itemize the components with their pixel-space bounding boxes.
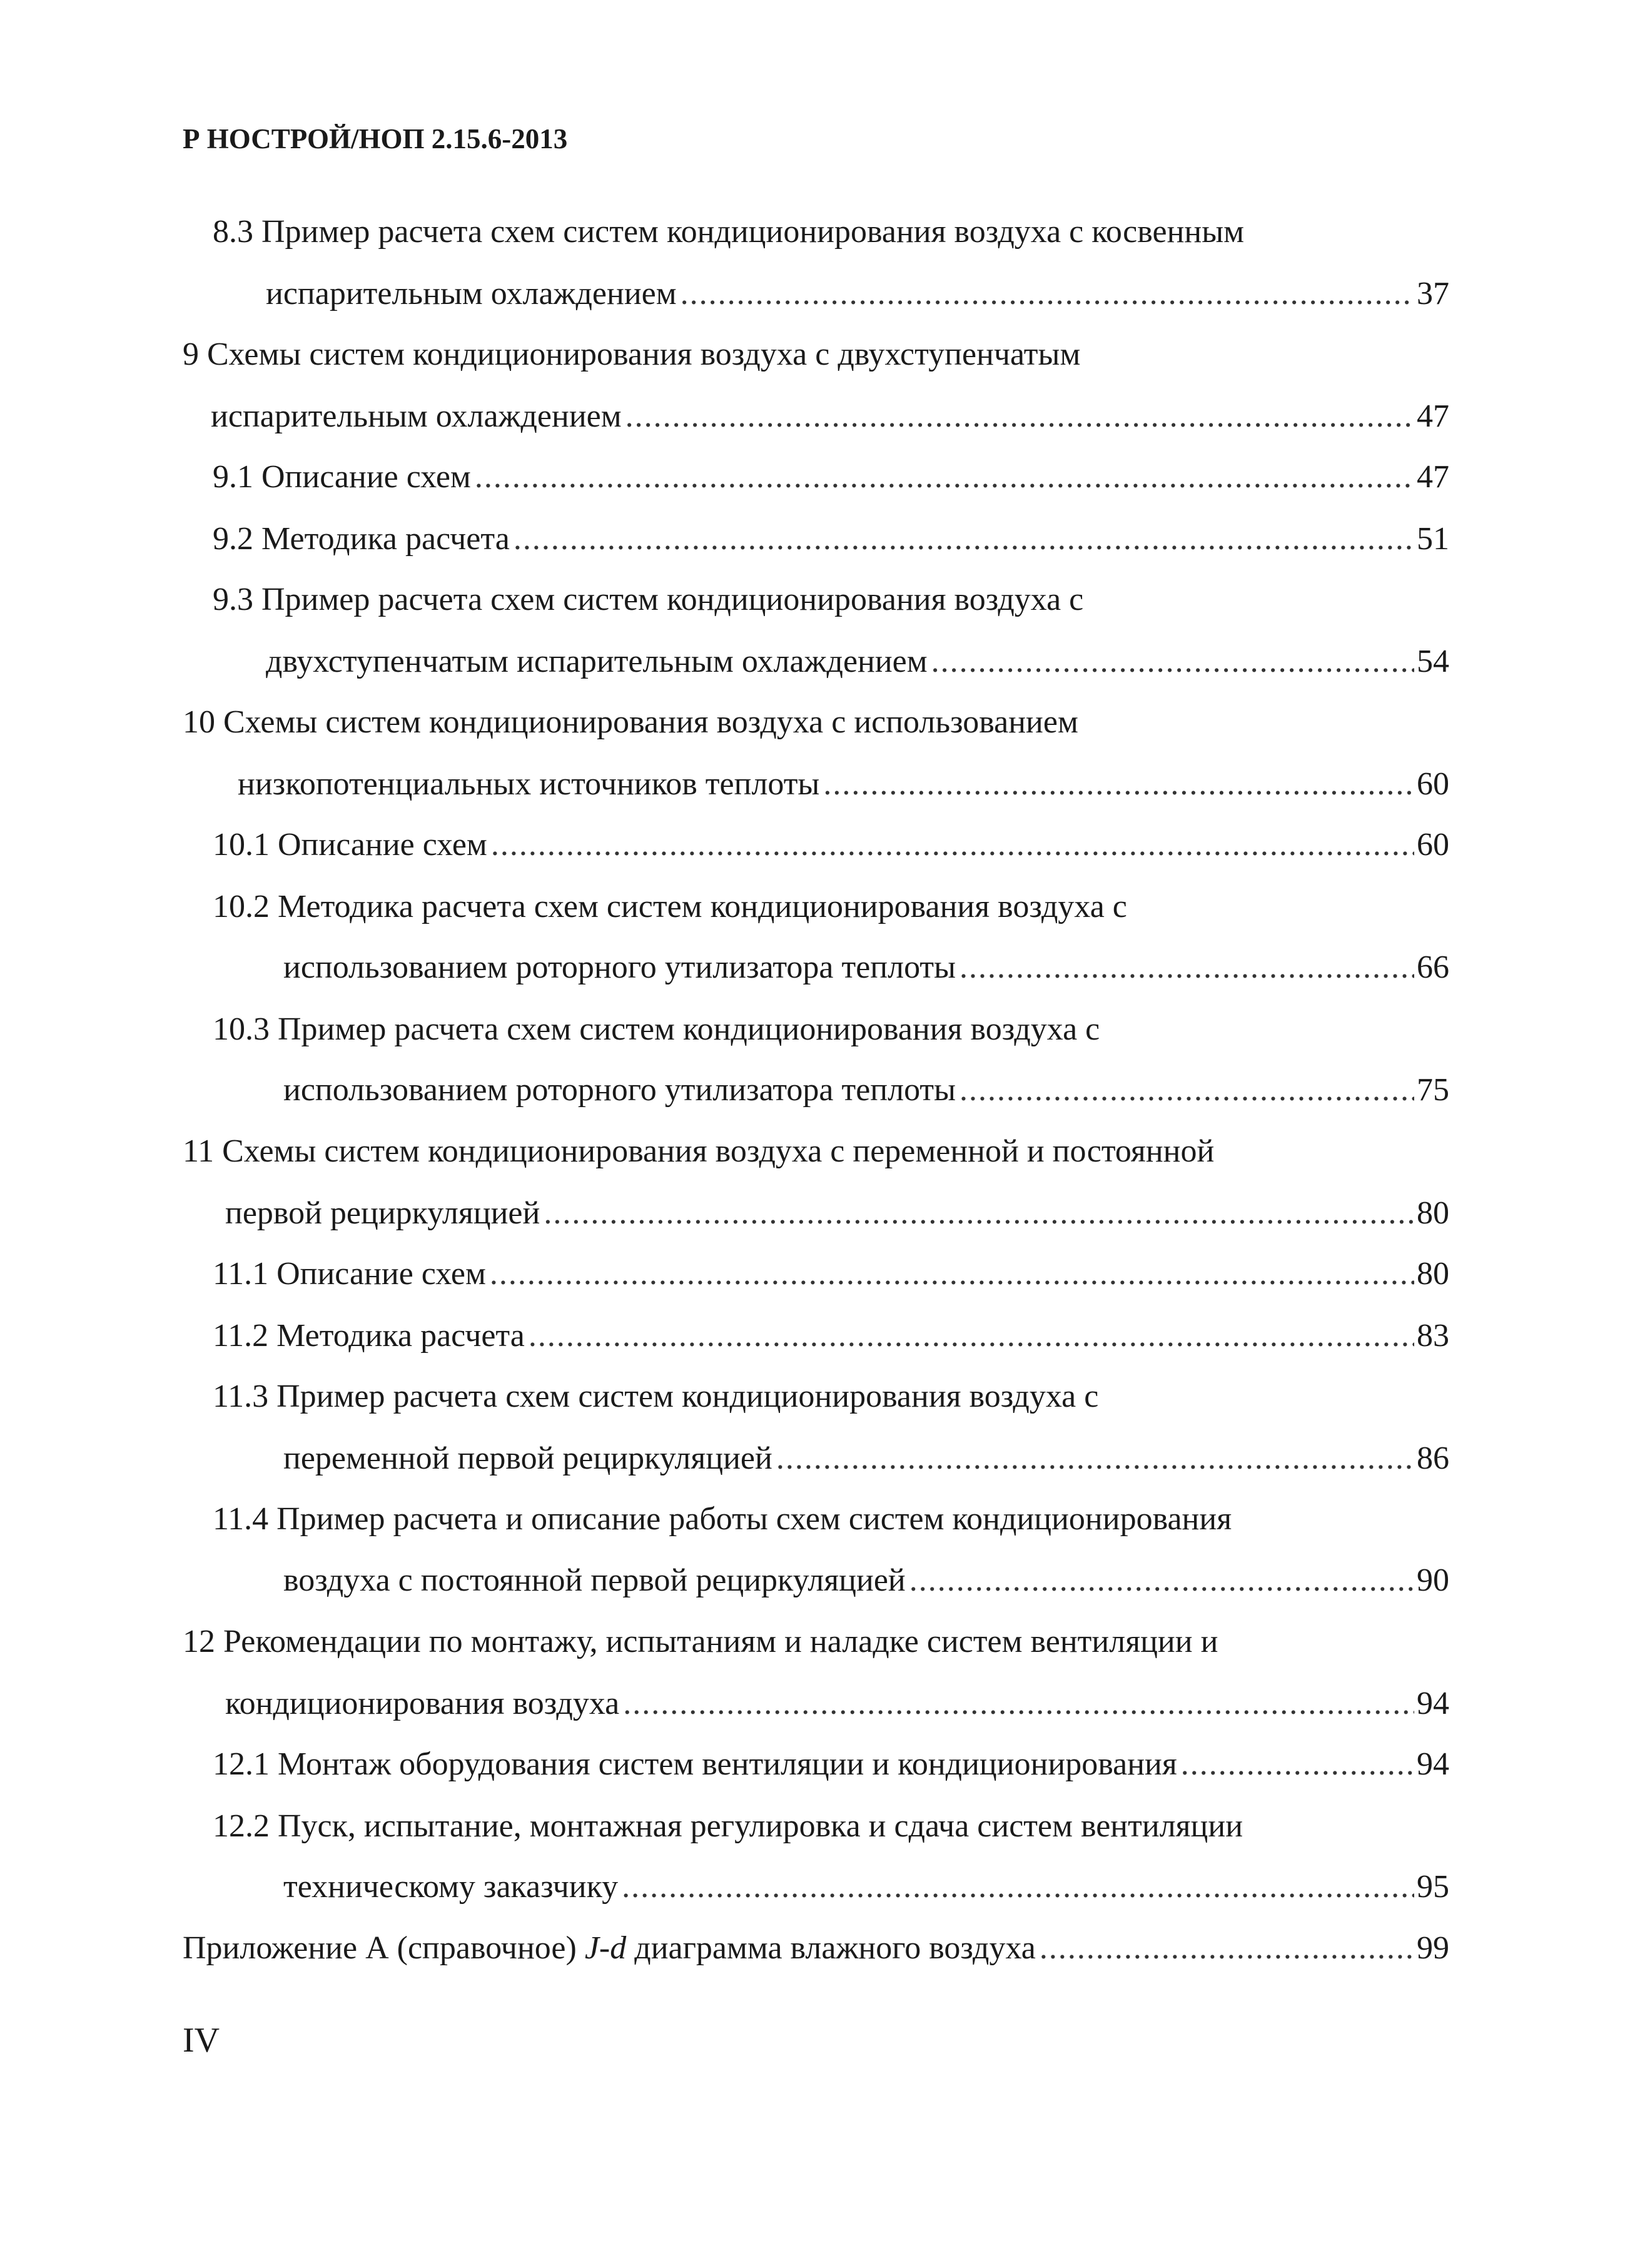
toc-line-10-2-title (213, 885, 1127, 929)
toc-leader-dots (909, 1559, 1414, 1602)
toc-leader-dots (1181, 1743, 1414, 1786)
toc-entry-appendix-a[interactable] (183, 1926, 1449, 1970)
toc-page-number: 66 (1417, 949, 1449, 985)
toc-text: воздуха с постоянной первой рециркуляцией (283, 1562, 906, 1598)
toc-page-number: 51 (1417, 521, 1449, 557)
toc-text: 11.2 Методика расчета (213, 1318, 525, 1354)
toc-leader-dots (776, 1437, 1414, 1481)
toc-entry-10-2[interactable] (283, 946, 1449, 990)
toc-line-11-title (183, 1130, 1214, 1173)
toc-text (183, 1926, 1036, 1970)
toc-text: 12 Рекомендации по монтажу, испытаниям и наладке систем вентиляции и (183, 1624, 1218, 1659)
toc-text: техническому заказчику (283, 1869, 619, 1905)
toc-entry-12[interactable] (225, 1682, 1449, 1726)
toc-page-number: 37 (1417, 276, 1449, 311)
toc-leader-dots (959, 946, 1414, 990)
toc-page-number: 54 (1417, 644, 1449, 679)
toc-text: 12.2 Пуск, испытание, монтажная регулировка и сдача систем вентиляции (213, 1808, 1243, 1844)
toc-entry-10[interactable] (238, 762, 1449, 806)
toc-leader-dots (475, 455, 1414, 499)
toc-entry-8-3[interactable] (266, 272, 1449, 316)
toc-page-number: 95 (1417, 1869, 1449, 1905)
toc-text: 9.2 Методика расчета (213, 521, 510, 557)
toc-page-number: 90 (1417, 1562, 1449, 1598)
toc-page-number: 94 (1417, 1686, 1449, 1721)
toc-text: испарительным охлаждением (266, 276, 677, 311)
toc-entry-12-2[interactable] (283, 1865, 1449, 1909)
toc-line-12-2-title (213, 1805, 1243, 1848)
toc-entry-9[interactable] (211, 395, 1449, 438)
document-code-header: Р НОСТРОЙ/НОП 2.15.6-2013 (183, 123, 568, 154)
appendix-diagram-symbol: J-d (584, 1930, 627, 1966)
toc-leader-dots (491, 823, 1414, 867)
page-number-footer: IV (183, 2021, 220, 2060)
toc-entry-11-1[interactable] (213, 1252, 1449, 1296)
toc-line-10-3-title (213, 1008, 1100, 1051)
toc-text: низкопотенциальных источников теплоты (238, 766, 820, 802)
toc-leader-dots (514, 517, 1414, 561)
toc-text: 10.1 Описание схем (213, 827, 487, 863)
toc-page-number: 60 (1417, 827, 1449, 863)
toc-line-10-title (183, 701, 1078, 744)
toc-line-8-3-title (213, 210, 1244, 254)
toc-line-9-title (183, 333, 1080, 377)
toc-leader-dots (623, 1682, 1414, 1726)
toc-page-number: 80 (1417, 1195, 1449, 1231)
toc-leader-dots (625, 395, 1414, 438)
toc-text: кондиционирования воздуха (225, 1686, 620, 1721)
toc-line-12-title (183, 1620, 1218, 1664)
toc-entry-11-3[interactable] (283, 1437, 1449, 1481)
toc-leader-dots (931, 640, 1414, 684)
toc-text: 9.3 Пример расчета схем систем кондиционирования воздуха с (213, 582, 1084, 617)
toc-entry-9-2[interactable] (213, 517, 1449, 561)
toc-text: 9 Схемы систем кондиционирования воздуха с двухступенчатым (183, 337, 1081, 372)
toc-page-number: 94 (1417, 1746, 1449, 1782)
toc-text: 9.1 Описание схем (213, 459, 471, 495)
toc-text: использованием роторного утилизатора теплоты (283, 949, 956, 985)
toc-page-number: 99 (1417, 1930, 1449, 1966)
toc-text: 11.1 Описание схем (213, 1256, 486, 1292)
toc-entry-9-1[interactable] (213, 455, 1449, 499)
toc-page-number: 47 (1417, 398, 1449, 434)
toc-page-number: 75 (1417, 1072, 1449, 1108)
toc-entry-10-1[interactable] (213, 823, 1449, 867)
toc-entry-11-2[interactable] (213, 1314, 1449, 1358)
toc-text: переменной первой рециркуляцией (283, 1440, 772, 1476)
toc-line-9-3-title (213, 578, 1083, 622)
toc-line-11-4-title (213, 1497, 1232, 1541)
toc-text: 11.3 Пример расчета схем систем кондиционирования воздуха с (213, 1379, 1099, 1414)
toc-text: 12.1 Монтаж оборудования систем вентиляции и кондиционирования (213, 1746, 1177, 1782)
toc-page-number: 83 (1417, 1318, 1449, 1354)
toc-leader-dots (622, 1865, 1414, 1909)
appendix-prefix: Приложение А (справочное) (183, 1930, 577, 1966)
toc-text: 11.4 Пример расчета и описание работы схем систем кондиционирования (213, 1501, 1232, 1537)
toc-leader-dots (544, 1192, 1414, 1235)
toc-line-11-3-title (213, 1375, 1098, 1419)
toc-entry-11[interactable] (225, 1192, 1449, 1235)
toc-text: 10.2 Методика расчета схем систем кондиционирования воздуха с (213, 889, 1127, 924)
toc-entry-9-3[interactable] (266, 640, 1449, 684)
toc-leader-dots (959, 1068, 1414, 1112)
appendix-suffix: диаграмма влажного воздуха (634, 1930, 1036, 1966)
toc-page-number: 47 (1417, 459, 1449, 495)
toc-leader-dots (823, 762, 1414, 806)
toc-entry-11-4[interactable] (283, 1559, 1449, 1602)
toc-leader-dots (681, 272, 1414, 316)
toc-text: двухступенчатым испарительным охлаждением (266, 644, 928, 679)
toc-text: испарительным охлаждением (211, 398, 622, 434)
toc-page-number: 60 (1417, 766, 1449, 802)
toc-page-number: 86 (1417, 1440, 1449, 1476)
toc-text: 11 Схемы систем кондиционирования воздуха с переменной и постоянной (183, 1133, 1215, 1169)
toc-text: первой рециркуляцией (225, 1195, 540, 1231)
toc-page-number: 80 (1417, 1256, 1449, 1292)
toc-leader-dots (529, 1314, 1414, 1358)
toc-entry-10-3[interactable] (283, 1068, 1449, 1112)
toc-leader-dots (490, 1252, 1414, 1296)
toc-text: использованием роторного утилизатора теплоты (283, 1072, 956, 1108)
toc-text: 8.3 Пример расчета схем систем кондиционирования воздуха с косвенным (213, 214, 1245, 250)
toc-text: 10.3 Пример расчета схем систем кондиционирования воздуха с (213, 1011, 1100, 1047)
toc-text: 10 Схемы систем кондиционирования воздуха с использованием (183, 704, 1078, 740)
toc-leader-dots (1040, 1926, 1414, 1970)
toc-entry-12-1[interactable] (213, 1743, 1449, 1786)
